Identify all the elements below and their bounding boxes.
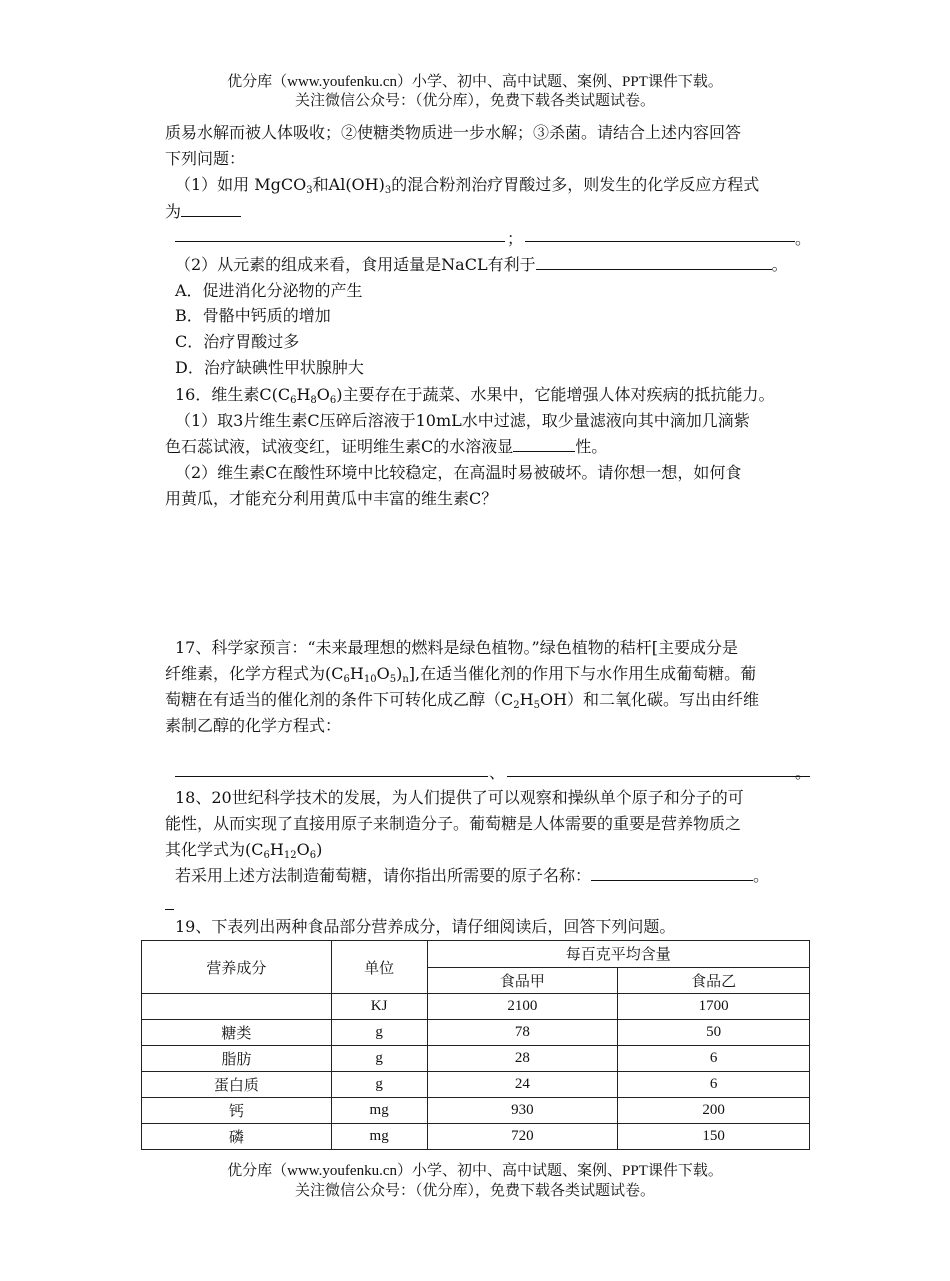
q18-line4: 若采用上述方法制造葡萄糖，请你指出所需要的原子名称： 。 [175,866,770,885]
nutrition-table [141,940,810,1150]
q18-line3: 其化学式为$(C_6H_{12}O_6)$ [165,840,323,861]
q18-line1: 18、20世纪科学技术的发展，为人们提供了可以观察和操纵单个原子和分子的可 [175,788,744,807]
q17-line2: 纤维素，化学方程式为$(C_6H_{10}O_5)_n$],在适当催化剂的作用下与水作用生成葡萄糖。葡 [165,664,757,685]
cell-food-b: 6 [618,1072,810,1098]
cell-food-a: 28 [427,1046,618,1072]
cell-unit: g [331,1072,427,1098]
cell-name: 磷 [142,1124,332,1150]
table-row [142,994,810,1020]
period: 。 [795,229,812,248]
website-link[interactable]: www.youfenku.cn [287,74,397,90]
cell-food-a: 2100 [427,994,618,1020]
answer-line-17b[interactable] [507,776,810,777]
answer-blank[interactable] [591,866,753,881]
page-footer-line1: 优分库（www.youfenku.cn）小学、初中、高中试题、案例、PPT课件下载。 [227,1161,723,1179]
cell-food-a: 720 [427,1124,618,1150]
header-component: 营养成分 [142,941,332,994]
cell-name: 蛋白质 [142,1072,332,1098]
q15-part2: （2）从元素的组成来看，食用适量是NaCL有利于 。 [175,255,788,274]
answer-blank[interactable] [181,202,241,217]
separator: 、 [489,763,506,782]
page-footer-line2: 关注微信公众号：（优分库），免费下载各类试题试卷。 [294,1181,655,1199]
cell-unit: KJ [331,994,427,1020]
cell-unit: g [331,1046,427,1072]
cell-food-a: 930 [427,1098,618,1124]
cell-name: 脂肪 [142,1046,332,1072]
cell-food-b: 50 [618,1020,810,1046]
answer-line-1a[interactable] [175,241,505,242]
header-unit: 单位 [331,941,427,994]
q17-line3: 萄糖在有适当的催化剂的条件下可转化成乙醇$(C_2H_5OH)$和二氧化碳。写出由纤维 [165,690,760,711]
q15-option-a: A．促进消化分泌物的产生 [175,281,363,300]
cell-name: 糖类 [142,1020,332,1046]
cell-name [142,994,332,1020]
answer-blank[interactable] [513,437,575,452]
cell-unit: g [331,1020,427,1046]
answer-line-1b[interactable] [525,241,795,242]
cell-food-b: 6 [618,1046,810,1072]
table-row [142,1072,810,1098]
q15-option-d: D．治疗缺碘性甲状腺肿大 [175,358,364,377]
table-header-row [142,941,810,968]
website-link[interactable]: www.youfenku.cn [287,1163,397,1179]
q15-option-b: B．骨骼中钙质的增加 [175,306,331,325]
period: 。 [795,763,812,782]
cell-food-a: 78 [427,1020,618,1046]
q17-line1: 17、科学家预言：“未来最理想的燃料是绿色植物。”绿色植物的秸杆[主要成分是 [175,638,738,657]
cell-name: 钙 [142,1098,332,1124]
cell-food-b: 1700 [618,994,810,1020]
q15-intro-line1: 质易水解而被人体吸收；②使糖类物质进一步水解；③杀菌。请结合上述内容回答 [165,123,742,142]
answer-line-17a[interactable] [175,776,488,777]
q16-part2-line2: 用黄瓜，才能充分利用黄瓜中丰富的维生素C？ [165,489,498,508]
q16-part1-line1: （1）取3片维生素C压碎后溶液于10mL水中过滤，取少量滤液向其中滴加几滴紫 [175,411,750,430]
q15-intro-line2: 下列问题： [165,149,246,168]
page-header-line1: 优分库（www.youfenku.cn）小学、初中、高中试题、案例、PPT课件下载。 [227,72,723,90]
cell-unit: mg [331,1124,427,1150]
page-header-line2: 关注微信公众号：（优分库），免费下载各类试题试卷。 [294,91,655,109]
separator: ； [507,229,524,248]
q15-part1-cont: 为 [165,201,805,223]
cell-food-a: 24 [427,1072,618,1098]
cell-food-b: 150 [618,1124,810,1150]
q18-line2: 能性，从而实现了直接用原子来制造分子。葡萄糖是人体需要的重要是营养物质之 [165,814,742,833]
answer-blank[interactable] [536,255,772,270]
q19-stem: 19、下表列出两种食品部分营养成分，请仔细阅读后，回答下列问题。 [175,917,676,936]
header-food-a: 食品甲 [427,967,618,994]
q16-part2-line1: （2）维生素C在酸性环境中比较稳定，在高温时易被破坏。请你想一想，如何食 [175,463,742,482]
q16-stem: 16．维生素$C(C_6H_8O_6)$主要存在于蔬菜、水果中，它能增强人体对疾病的抵抗能力。 [175,385,775,406]
header-avg: 每百克平均含量 [427,941,809,968]
header-food-b: 食品乙 [618,967,810,994]
q16-part1-line2: 色石蕊试液，试液变红，证明维生素C的水溶液显 性。 [165,437,608,456]
cell-unit: mg [331,1098,427,1124]
q17-line4: 素制乙醇的化学方程式： [165,716,342,735]
table-row [142,1098,810,1124]
table-row [142,1020,810,1046]
q15-part1: （1）如用 MgCO$_3$和$Al(OH)_3$的混合粉剂治疗胃酸过多，则发生的化学反应方程式 [175,175,760,196]
table-row [142,1124,810,1150]
q15-option-c: C．治疗胃酸过多 [175,332,300,351]
stray-underline [165,909,174,910]
table-row [142,1046,810,1072]
cell-food-b: 200 [618,1098,810,1124]
